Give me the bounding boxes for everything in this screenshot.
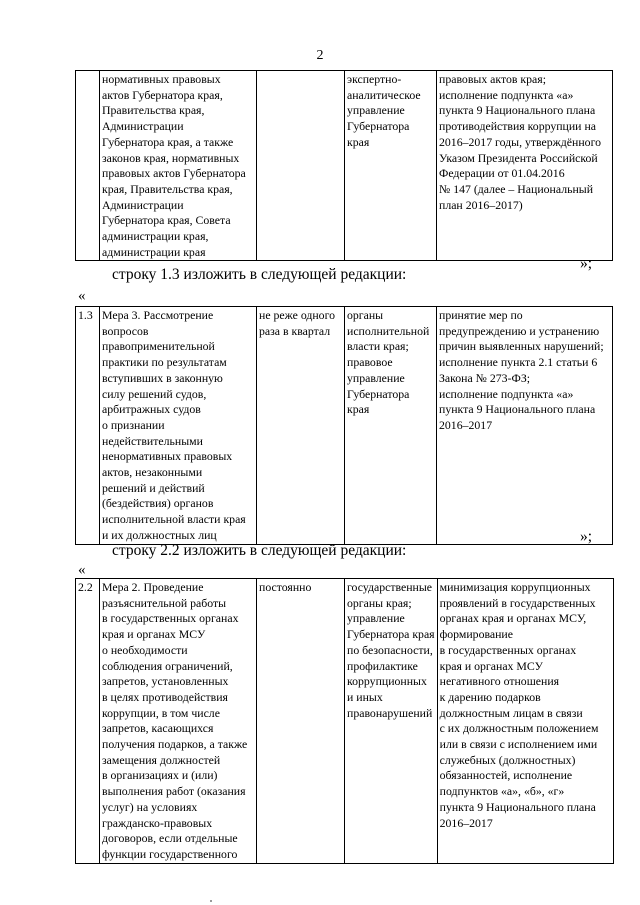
cell-line: Администрации	[102, 119, 184, 134]
cell-line: противодействия коррупции на	[439, 119, 596, 134]
cell-line: или в связи с исполнением ими	[439, 737, 598, 752]
table-row	[76, 307, 613, 545]
measures-table-row-2-2	[75, 578, 614, 864]
cell-line: услуг) на условиях	[102, 799, 198, 814]
measure-cell	[100, 71, 257, 261]
cell-line: нормативных правовых	[102, 72, 221, 86]
cell-line: законов края, нормативных	[102, 150, 240, 165]
cell-line: 1.3	[78, 308, 93, 322]
measure-cell	[100, 307, 257, 545]
cell-line: Указом Президента Российской	[439, 150, 598, 165]
cell-line: Губернатора края	[347, 627, 435, 642]
measure-cell	[100, 579, 257, 864]
cell-line: исполнение пункта 2.1 статьи 6	[439, 355, 598, 370]
deadline-cell	[257, 71, 345, 261]
cell-line: органы	[347, 308, 384, 322]
cell-line: запретов, касающихся	[102, 721, 214, 736]
cell-line: 2016–2017	[439, 815, 493, 830]
cell-line: (бездействия) органов	[102, 496, 214, 511]
row-number-cell	[76, 71, 100, 261]
cell-line: запретов, установленных	[102, 674, 229, 689]
cell-line: в государственных органах	[439, 642, 577, 657]
cell-line: края и органах МСУ	[102, 627, 206, 642]
cell-line: правоприменительной	[102, 339, 215, 354]
cell-line: Мера 2. Проведение	[102, 580, 204, 594]
cell-line: выполнения работ (оказания	[102, 784, 246, 799]
cell-line: правонарушений	[347, 705, 433, 720]
deadline-cell	[257, 307, 345, 545]
cell-line: вступивших в законную	[102, 370, 223, 385]
cell-line: в целях противодействия	[102, 689, 228, 704]
cell-line: коррупционных	[347, 674, 427, 689]
cell-line: актов Губернатора края,	[102, 87, 223, 102]
cell-line: края и органах МСУ	[439, 658, 543, 673]
cell-line: правовых актов Губернатора	[102, 166, 246, 181]
cell-line: негативного отношения	[439, 674, 560, 689]
cell-line: соблюдения ограничений,	[102, 658, 233, 673]
cell-line: обязанностей, исполнение	[439, 768, 573, 783]
scan-speck	[210, 900, 212, 902]
cell-line: практики по результатам	[102, 355, 227, 370]
cell-line: функции государственного	[102, 846, 238, 861]
cell-line: исполнение подпункта «а»	[439, 87, 574, 102]
cell-line: Губернатора края, Совета	[102, 213, 231, 228]
cell-line: с их должностным положением	[439, 721, 599, 736]
result-cell	[437, 307, 613, 545]
cell-line: минимизация коррупционных	[439, 580, 591, 594]
cell-line: экспертно-	[347, 72, 402, 86]
cell-line: и их должностных лиц	[102, 527, 217, 542]
cell-line: № 147 (далее – Национальный	[439, 181, 594, 196]
cell-line: решений и действий	[102, 480, 205, 495]
cell-line: разъяснительной работы	[102, 595, 227, 610]
cell-line: о необходимости	[102, 642, 188, 657]
cell-line: о признании	[102, 417, 165, 432]
cell-line: подпунктов «а», «б», «г»	[439, 784, 565, 799]
cell-line: края	[347, 402, 370, 417]
cell-line: управление	[347, 103, 405, 118]
closing-quote: »;	[580, 528, 593, 545]
amendment-instruction: строку 1.3 изложить в следующей редакции:	[112, 266, 407, 283]
deadline-cell	[257, 579, 345, 864]
result-cell	[437, 71, 613, 261]
cell-line: постоянно	[259, 580, 312, 594]
cell-line: Мера 3. Рассмотрение	[102, 308, 214, 322]
responsible-cell	[345, 579, 438, 864]
cell-line: принятие мер по	[439, 308, 523, 322]
cell-line: актов, незаконными	[102, 465, 203, 480]
measures-table-continuation	[75, 70, 613, 261]
result-cell	[437, 579, 613, 864]
cell-line: не реже одного	[259, 308, 336, 322]
cell-line: силу решений судов,	[102, 386, 207, 401]
cell-line: причин выявленных нарушений;	[439, 339, 604, 354]
cell-line: замещения должностей	[102, 752, 221, 767]
cell-line: профилактике	[347, 658, 418, 673]
cell-line: по безопасности,	[347, 642, 433, 657]
cell-line: получения подарков, а также	[102, 737, 248, 752]
cell-line: органы края;	[347, 595, 412, 610]
cell-line: Правительства края,	[102, 103, 205, 118]
cell-line: формирование	[439, 627, 513, 642]
cell-line: администрации края,	[102, 229, 209, 244]
cell-line: Закона № 273-ФЗ;	[439, 370, 531, 385]
cell-line: Губернатора края, а также	[102, 134, 234, 149]
cell-line: вопросов	[102, 323, 149, 338]
cell-line: коррупции, в том числе	[102, 705, 220, 720]
cell-line: недействительными	[102, 433, 203, 448]
cell-line: арбитражных судов	[102, 402, 201, 417]
cell-line: Администрации	[102, 197, 184, 212]
cell-line: в организациях и (или)	[102, 768, 218, 783]
opening-quote: «	[78, 562, 86, 578]
cell-line: исполнительной	[347, 323, 430, 338]
cell-line: Федерации от 01.04.2016	[439, 166, 565, 181]
cell-line: Губернатора	[347, 386, 410, 401]
cell-line: правовых актов края;	[439, 72, 546, 86]
closing-quote: »;	[580, 255, 593, 272]
cell-line: пункта 9 Национального плана	[439, 799, 596, 814]
measures-table-row-1-3	[75, 306, 613, 545]
cell-line: предупреждению и устранению	[439, 323, 600, 338]
cell-line: 2016–2017	[439, 417, 493, 432]
cell-line: власти края;	[347, 339, 409, 354]
cell-line: ненормативных правовых	[102, 449, 233, 464]
cell-line: управление	[347, 370, 405, 385]
cell-line: исполнительной власти края	[102, 512, 246, 527]
cell-line: органах края и органах МСУ,	[439, 611, 587, 626]
cell-line: пункта 9 Национального плана	[439, 402, 596, 417]
cell-line: должностным лицам в связи	[439, 705, 583, 720]
cell-line: договоров, если отдельные	[102, 831, 238, 846]
opening-quote: «	[78, 288, 86, 304]
cell-line: гражданско-правовых	[102, 815, 213, 830]
cell-line: план 2016–2017)	[439, 197, 523, 212]
cell-line: управление	[347, 611, 405, 626]
cell-line: правовое	[347, 355, 393, 370]
cell-line: исполнение подпункта «а»	[439, 386, 574, 401]
cell-line: Губернатора	[347, 119, 410, 134]
cell-line: в государственных органах	[102, 611, 239, 626]
cell-line: края	[347, 134, 370, 149]
cell-line: раза в квартал	[259, 323, 331, 338]
cell-line: 2.2	[78, 580, 93, 594]
cell-line: края, Правительства края,	[102, 181, 233, 196]
row-number-cell	[76, 307, 100, 545]
responsible-cell	[345, 307, 437, 545]
table-row	[76, 71, 613, 261]
cell-line: администрации края	[102, 244, 206, 259]
responsible-cell	[345, 71, 437, 261]
cell-line: проявлений в государственных	[439, 595, 596, 610]
amendment-instruction: строку 2.2 изложить в следующей редакции:	[112, 542, 407, 559]
cell-line: пункта 9 Национального плана	[439, 103, 596, 118]
cell-line: 2016–2017 годы, утверждённого	[439, 134, 602, 149]
cell-line: и иных	[347, 689, 383, 704]
cell-line: государственные	[347, 580, 433, 594]
row-number-cell	[76, 579, 100, 864]
cell-line: аналитическое	[347, 87, 421, 102]
cell-line: служебных (должностных)	[439, 752, 576, 767]
page-number: 2	[316, 48, 324, 63]
table-row	[76, 579, 614, 864]
cell-line: к дарению подарков	[439, 689, 541, 704]
